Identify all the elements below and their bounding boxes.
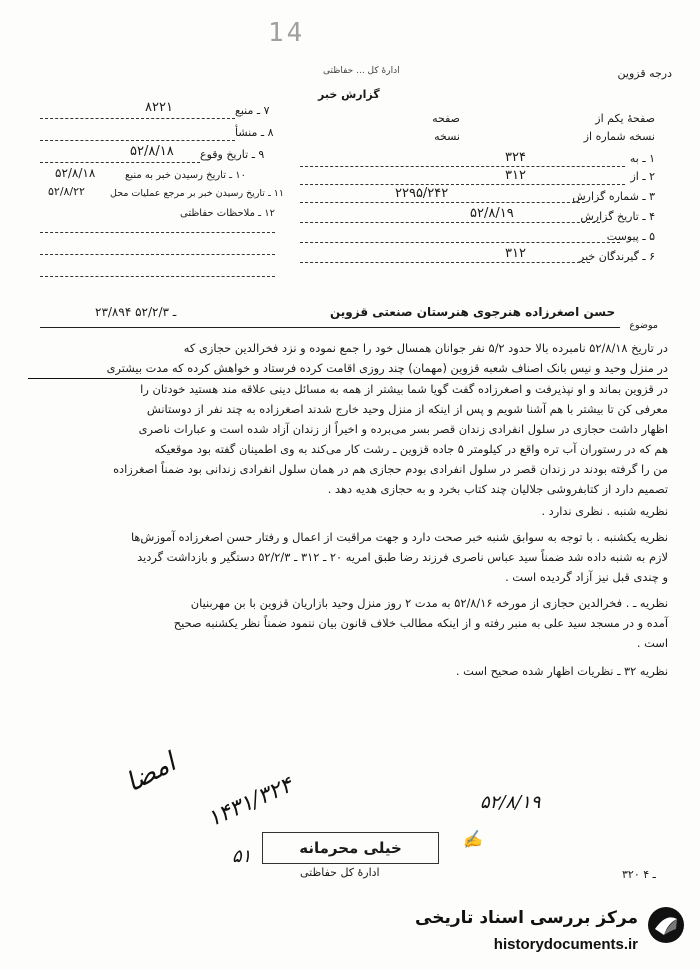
report-body <box>28 338 668 681</box>
archive-logo-icon <box>646 905 686 945</box>
note-32: نظریه ۳۲ ـ نظریات اظهار شده صحیح است . <box>455 664 668 678</box>
recipients-value: ۳۱۲ <box>505 246 526 261</box>
report-date-label: ۴ ـ تاریخ گزارش <box>580 210 655 223</box>
top-stamp-number: 14 <box>268 18 306 48</box>
body-line: اظهار داشت حجازی در سلول انفرادی زندان قصر بسر می‌برده و اخیراً از زندان آزاد شده است و عبارات ناصری <box>138 422 668 436</box>
copy-no-label: نسخه شماره از <box>583 130 655 143</box>
event-date-value: ۵۲/۸/۱۸ <box>130 144 174 159</box>
report-no-value: ۲۲۹۵/۲۴۲ <box>395 186 449 201</box>
to-value: ۳۲۴ <box>505 150 526 165</box>
news-to-source-value: ۵۲/۸/۱۸ <box>55 166 96 180</box>
note-3-line: است . <box>636 636 668 650</box>
from-value: ۳۱۲ <box>505 168 526 183</box>
source-value: ۸۲۲۱ <box>145 100 173 115</box>
subject-text: حسن اصغرزاده هنرجوی هنرستان صنعتی قزوین <box>330 305 616 319</box>
note-sunday-line: لازم به شنبه داده شد ضمناً سید عباس ناصری فرزند رضا طبق امریه ۲۰ ـ ۳۱۲ ـ ۵۲/۲/۳ دستگیر و بازداشت گردید <box>137 550 668 564</box>
attachment-label: ۵ ـ پیوست <box>606 230 655 243</box>
city-label: درجه قزوین <box>617 67 672 80</box>
page-of-label: صفحهٔ یکم از <box>595 112 655 125</box>
to-line <box>300 166 625 167</box>
body-line: در قزوین بماند و او نپذیرفت و اصغرزاده گفت گویا شما بیشتر از همه به مسائل دینی علاقه مند هستید خودتان را <box>140 382 668 396</box>
page-of-value: صفحه <box>432 112 460 125</box>
subject-label: موضوع <box>629 320 658 331</box>
security-notes-label: ۱۲ ـ ملاحظات حفاظتی <box>180 208 275 219</box>
note-saturday: نظریه شنبه . نظری ندارد . <box>541 504 668 518</box>
news-to-ops-value: ۵۲/۸/۲۲ <box>48 185 85 198</box>
report-date-value: ۵۲/۸/۱۹ <box>470 206 514 221</box>
body-line: در تاریخ ۵۲/۸/۱۸ نامبرده بالا حدود ۵/۲ نفر جوانان همسال خود را جمع نموده و نزد فخرالدین حجازی که <box>183 341 668 355</box>
signature-3: ✍ <box>460 828 484 851</box>
top-stamp-sub: ادارهٔ کل ... حفاظتی <box>323 66 400 76</box>
footer-url[interactable]: historydocuments.ir <box>493 936 638 953</box>
origin-label: ۸ ـ منشأ <box>235 126 274 139</box>
news-to-ops-label: ۱۱ ـ تاریخ رسیدن خبر بر مرجع عملیات محل <box>110 188 284 199</box>
body-line: تصمیم دارد از کتابفروشی جلالیان چند کتاب بخرد و به حجازی هدیه دهد . <box>327 482 668 496</box>
footer-code: ۳۲۰ ـ ۴ <box>622 868 656 881</box>
from-label: ۲ ـ از <box>630 170 655 183</box>
recipients-line <box>300 262 590 263</box>
to-label: ۱ ـ به <box>629 152 655 165</box>
report-date-line <box>300 222 600 223</box>
source-line <box>40 118 235 119</box>
news-to-source-label: ۱۰ ـ تاریخ رسیدن خبر به منبع <box>125 170 247 181</box>
top-stamp <box>268 18 458 78</box>
from-line <box>300 184 625 185</box>
form-title: گزارش خبر <box>318 88 380 101</box>
copy-no-value: نسخه <box>434 130 460 143</box>
classification-stamp <box>262 832 439 864</box>
classification-stamp-text: خیلی محرمانه <box>299 839 402 857</box>
signature-2: ۱۴۳۱/۳۲۴ <box>203 772 297 833</box>
body-line: در منزل وحید و نیس بانک اصناف شعبه قزوین (مهمان) چند روزی اقامت کرده فرستاد و خواهش کرده که مدت بیشتری <box>28 358 668 379</box>
event-date-label: ۹ ـ تاریخ وقوع <box>200 148 265 161</box>
notes-line-2 <box>40 254 275 255</box>
subject-line <box>40 327 620 328</box>
event-date-line <box>40 162 200 163</box>
attachment-line <box>300 242 620 243</box>
report-no-label: ۳ ـ شماره گزارش <box>572 190 655 203</box>
note-3-line: آمده و در مسجد سید علی به منبر رفته و از اینکه مطالب خلاف قانون بیان ننمود ضمناً نظر یکشنبه صحیح <box>173 616 668 630</box>
notes-line-3 <box>40 276 275 277</box>
footer-title: مرکز بررسی اسناد تاریخی <box>415 908 638 928</box>
note-sunday-line: و چندی قبل نیز آزاد گردیده است . <box>505 570 668 584</box>
bottom-stamp-sub: ادارهٔ کل حفاظتی <box>300 866 380 879</box>
handwritten-date: ۵۲/۸/۱۹ <box>480 792 541 813</box>
source-label: ۷ ـ منبع <box>235 104 270 117</box>
origin-line <box>40 140 235 141</box>
notes-line-1 <box>40 232 275 233</box>
note-3-line: نظریه ـ . فخرالدین حجازی از مورخه ۵۲/۸/۱۶ به مدت ۲ روز منزل وحید بازاریان قزوین با بن مهربنیان <box>190 596 668 610</box>
bottom-number: ۵۱ <box>232 846 252 867</box>
body-line: هم که در رستوران آب تره واقع در کیلومتر ۵ جاده قزوین ـ رشت کار می‌کند به وی اطمینان گفته بود موقعیکه <box>154 442 668 456</box>
note-sunday-line: نظریه یکشنبه . با توجه به سوابق شنبه خبر صحت دارد و جهت مراقبت از اعمال و رفتار حسن اصغرزاده آموزش‌ها <box>130 530 668 544</box>
recipients-label: ۶ ـ گیرندگان خبر <box>579 250 655 263</box>
signature-1: امضا <box>120 747 181 799</box>
body-line: معرفی کن تا بیشتر با هم آشنا شویم و پس از اینکه از منزل وحید خارج شدند اصغرزاده به چند نفر از دوستانش <box>146 402 668 416</box>
body-line: من را گرفته بودند در زندان قصر در سلول انفرادی بودم حجازی هم در همان سلول انفرادی زندانی بود ضمناً اصغرزاده <box>113 462 668 476</box>
report-no-line <box>300 202 585 203</box>
subject-ref: ۲۳/۸۹۴ ـ ۵۲/۲/۳ <box>95 305 177 319</box>
